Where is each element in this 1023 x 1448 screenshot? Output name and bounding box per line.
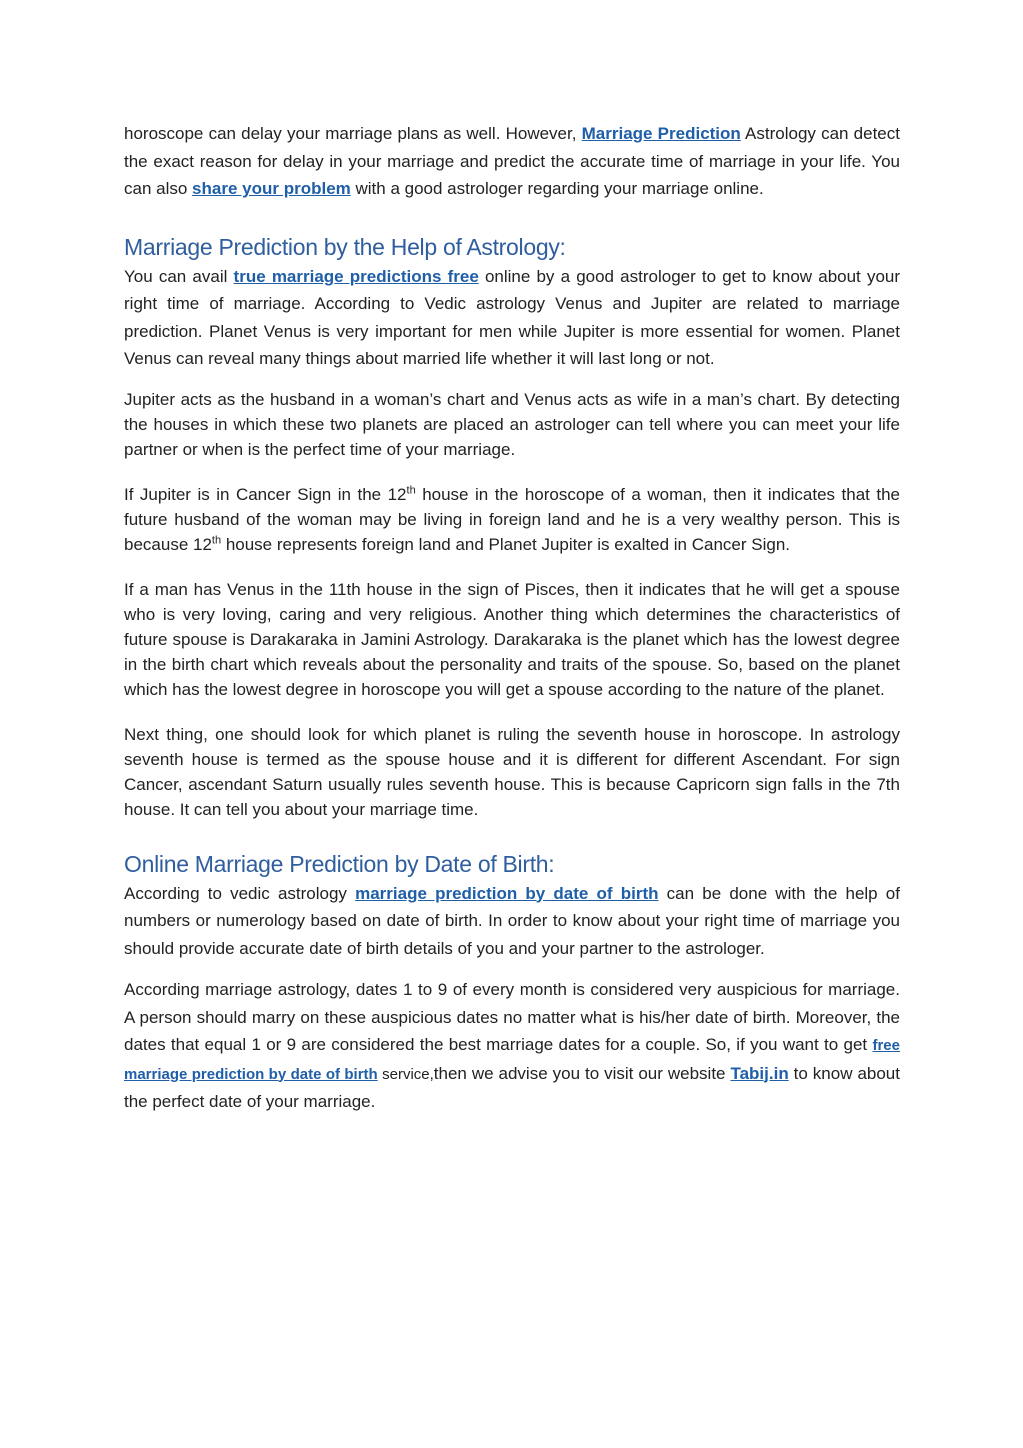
text: online by a good astrologer to get to know about your right time of marriage. According to Vedic astrology Venus and Jupiter are related to marriage prediction. Planet Venus is very important for men while Jupiter is more essential for women. Planet Venus can reveal many things about married life whether it will last long or not. [124,266,901,368]
share-your-problem-link[interactable]: share your problem [192,179,351,198]
text: According marriage astrology, dates 1 to 9 of every month is considered very auspicious for marriage. A person should marry on these auspicious dates no matter what is his/her date of birth. Moreover, the dates that equal 1 or 9 are considered the best marriage dates for a couple. So, if you want to get [124,980,900,1054]
text: with a good astrologer regarding your marriage online. [350,179,764,198]
text: According to vedic astrology [124,883,356,903]
marriage-prediction-link[interactable]: Marriage Prediction [581,124,741,143]
paragraph-jupiter-venus: Jupiter acts as the husband in a woman’s chart and Venus acts as wife in a man’s chart. By detecting the houses in which these two planets are placed an astrologer can tell where you can meet your life partner or when is the perfect time of your marriage. [124,389,900,459]
section-heading-astrology: Marriage Prediction by the Help of Astrology: [124,233,566,260]
text: Astrology can detect the exact reason for delay in your marriage and predict the accurate time of marriage in your life. You can also [124,124,900,198]
text: You can avail [124,266,234,286]
superscript: th [406,483,416,496]
text: horoscope can delay your marriage plans as well. However, [124,124,582,143]
free-marriage-prediction-link[interactable]: free marriage prediction by date of birth [124,1037,900,1083]
text: then we advise you to visit our website [433,1063,731,1083]
superscript: th [211,533,222,546]
text: house in the horoscope of a woman, then it indicates that the future husband of the woman may be living in foreign land and he is a very wealthy person. This is because 12 [124,484,900,554]
text: service, [377,1065,434,1083]
text: house represents foreign land and Planet Jupiter is exalted in Cancer Sign. [221,534,790,554]
paragraph-venus-pisces: If a man has Venus in the 11th house in the sign of Pisces, then it indicates that he will get a spouse who is very loving, caring and very religious. Another thing which determines the characteristics of future spouse is Darakaraka in Jamini Astrology. Darakaraka is the planet which has the lowest degree in the birth chart which reveals about the personality and traits of the spouse. So, based on the planet which has the lowest degree in horoscope you will get a spouse according to the nature of the planet. [124,579,900,699]
text: If Jupiter is in Cancer Sign in the 12 [124,484,407,504]
true-marriage-predictions-link[interactable]: true marriage predictions free [233,266,479,286]
paragraph-avail [124,263,900,373]
paragraph-seventh-house: Next thing, one should look for which planet is ruling the seventh house in horoscope. In astrology seventh house is termed as the spouse house and it is different for different Ascendant. For sign Cancer, ascendant Saturn usually rules seventh house. This is because Capricorn sign falls in the 7th house. It can tell you about your marriage time. [124,724,900,819]
paragraph-cancer-sign [124,482,900,557]
document-page [124,120,900,1116]
text: can be done with the help of numbers or numerology based on date of birth. In order to know about your right time of marriage you should provide accurate date of birth details of you and your partner to the astrologer. [124,883,900,958]
text: to know about the perfect date of your marriage. [124,1063,900,1111]
marriage-prediction-by-dob-link[interactable]: marriage prediction by date of birth [355,883,659,903]
intro-paragraph [124,120,900,203]
paragraph-auspicious-dates [124,976,900,1116]
paragraph-vedic-astrology [124,880,900,963]
section-heading-date-of-birth: Online Marriage Prediction by Date of Birth: [124,850,555,877]
tabij-website-link[interactable]: Tabij.in [730,1063,789,1083]
